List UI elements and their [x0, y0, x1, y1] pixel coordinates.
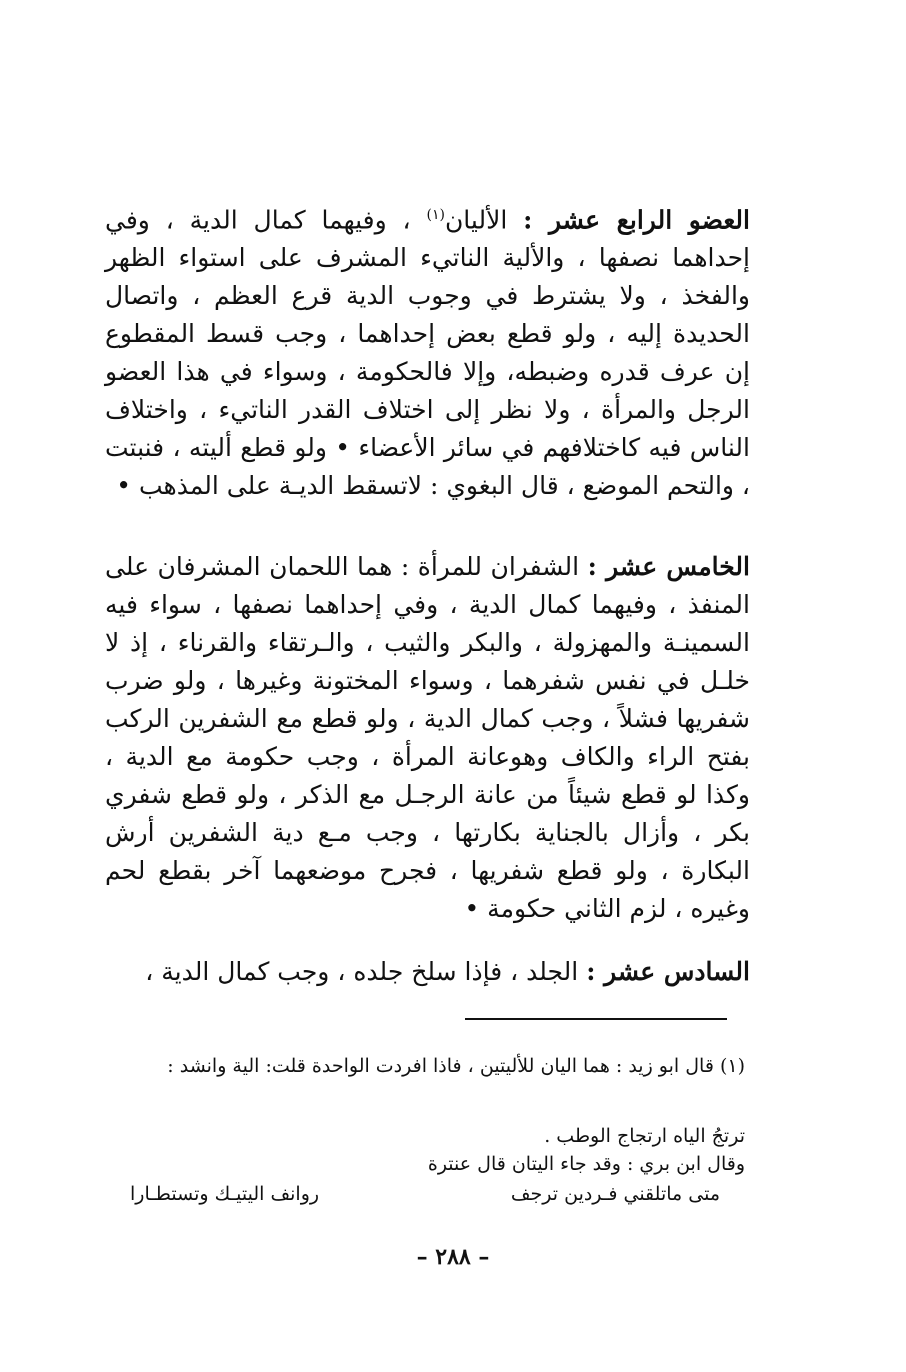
section-heading: العضو الرابع عشر :	[523, 205, 750, 235]
verse-first-hemistich: متى ماتلقني فـردين ترجف	[510, 1183, 720, 1205]
paragraph-text: الجلد ، فإذا سلخ جلده ، وجب كمال الدية ،	[145, 957, 579, 986]
verse-second-hemistich: روانف اليتيـك وتستطـارا	[130, 1183, 320, 1205]
footnote-divider	[465, 1018, 727, 1020]
paragraph-sixteenth-organ	[105, 953, 750, 991]
section-heading: الخامس عشر :	[587, 552, 750, 581]
footnote-quote: ترتجُ الياه ارتجاج الوطب .	[544, 1125, 745, 1147]
term: الأليان	[444, 205, 508, 235]
footnote-ref: (١)	[426, 207, 445, 223]
paragraph-text: ، وفيهما كمال الدية ، وفي إحداهما نصفها ، والألية الناتيء المشرف على استواء الظهر والفخذ ، ولا يشترط في وجوب الدية قرع العظم ، واتصال الحديدة إليه ، ولو قطع بعض إحداهما ، وجب قسط المقطوع إن عرف قدره وضبطه، وإلا فالحكومة ، وسواء في هذا العضو الرجل والمرأة ، ولا نظر إلى اختلاف القدر الناتيء ، واختلاف الناس فيه كاختلافهم في سائر الأعضاء • ولو قطع أليته ، فنبتت ، والتحم الموضع ، قال البغوي : لاتسقط الديـة على المذهب •	[105, 205, 750, 501]
footnote-verse	[130, 1180, 720, 1208]
paragraph-fourteenth-organ	[105, 196, 750, 505]
footnote-text: (١) قال ابو زيد : هما اليان للأليتين ، فاذا افردت الواحدة قلت: الية وانشد :	[167, 1055, 745, 1077]
section-heading: السادس عشر :	[586, 957, 750, 986]
footnote-attribution: وقال ابن بري : وقد جاء اليتان قال عنترة	[427, 1153, 745, 1175]
page-number: – ٢٨٨ –	[416, 1244, 490, 1270]
paragraph-fifteenth-organ	[105, 548, 750, 928]
paragraph-text: الشفران للمرأة : هما اللحمان المشرفان على المنفذ ، وفيهما كمال الدية ، وفي إحداهما نصفها ، سواء فيه السمينـة والمهزولة ، والبكر والثيب ، والـرتقاء والقرناء ، إذ لا خلـل في نفس شفرهما ، وسواء المختونة وغيرها ، ولو ضرب شفريها فشلاً ، وجب كمال الدية ، ولو قطع مع الشفرين الركب بفتح الراء والكاف وهوعانة المرأة ، وجب حكومة مع الدية ، وكذا لو قطع شيئاً من عانة الرجـل مع الذكر ، ولو قطع شفري بكر ، وأزال بالجناية بكارتها ، وجب مـع دية الشفرين أرش البكارة ، ولو قطع شفريها ، فجرح موضعهما آخر بقطع لحم وغيره ، لزم الثاني حكومة •	[105, 552, 750, 923]
